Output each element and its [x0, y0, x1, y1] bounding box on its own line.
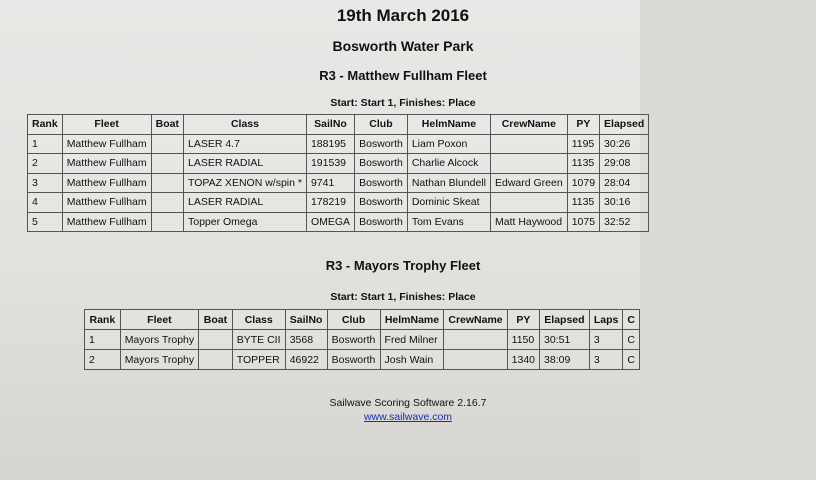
column-header: Fleet — [120, 310, 198, 330]
table-cell: Matthew Fullham — [62, 212, 151, 232]
table-cell: Matthew Fullham — [62, 134, 151, 154]
table-cell — [151, 193, 183, 213]
table-cell: 3 — [589, 350, 623, 370]
column-header: Club — [355, 115, 408, 135]
table-cell: Topper Omega — [183, 212, 306, 232]
fleet2-title: R3 - Mayors Trophy Fleet — [325, 258, 481, 273]
table-cell: 9741 — [306, 173, 354, 193]
table-cell: 3 — [28, 173, 63, 193]
table-cell: 1075 — [567, 212, 599, 232]
table-cell: Matthew Fullham — [62, 173, 151, 193]
table-cell: 2 — [28, 154, 63, 174]
column-header: Fleet — [62, 115, 151, 135]
column-header: SailNo — [285, 310, 327, 330]
table-cell: Nathan Blundell — [407, 173, 490, 193]
column-header: SailNo — [306, 115, 354, 135]
sailwave-link[interactable]: www.sailwave.com — [363, 411, 453, 423]
column-header: PY — [507, 310, 539, 330]
table-cell: Liam Poxon — [407, 134, 490, 154]
fleet1-title: R3 - Matthew Fullham Fleet — [319, 68, 487, 83]
table-cell: TOPPER — [232, 350, 285, 370]
column-header: HelmName — [380, 310, 444, 330]
event-date: 19th March 2016 — [336, 6, 470, 25]
table-cell: C — [623, 350, 640, 370]
table-cell: 1 — [28, 134, 63, 154]
column-header: PY — [567, 115, 599, 135]
table-cell: Tom Evans — [407, 212, 490, 232]
table-cell — [490, 134, 567, 154]
table-cell: OMEGA — [306, 212, 354, 232]
table-cell: C — [623, 330, 640, 350]
fleet1-start-info: Start: Start 1, Finishes: Place — [330, 97, 476, 109]
table-header-row — [28, 115, 649, 135]
fleet2-results-table — [84, 309, 640, 370]
column-header: Elapsed — [600, 115, 649, 135]
table-cell: Bosworth — [355, 154, 408, 174]
table-cell: 3568 — [285, 330, 327, 350]
table-cell: 46922 — [285, 350, 327, 370]
table-cell: 29:08 — [600, 154, 649, 174]
column-header: Club — [327, 310, 380, 330]
table-cell: 28:04 — [600, 173, 649, 193]
table-cell: 5 — [28, 212, 63, 232]
fleet2-start-info: Start: Start 1, Finishes: Place — [330, 291, 476, 303]
table-cell — [444, 350, 507, 370]
table-cell: 1150 — [507, 330, 539, 350]
table-cell: TOPAZ XENON w/spin * — [183, 173, 306, 193]
table-cell: Bosworth — [355, 212, 408, 232]
venue-title: Bosworth Water Park — [332, 38, 474, 54]
table-header-row — [85, 310, 640, 330]
table-cell: 1340 — [507, 350, 539, 370]
table-cell: LASER 4.7 — [183, 134, 306, 154]
column-header: Laps — [589, 310, 623, 330]
table-row — [28, 193, 649, 213]
column-header: Class — [183, 115, 306, 135]
table-cell: Bosworth — [355, 134, 408, 154]
table-cell: Charlie Alcock — [407, 154, 490, 174]
table-cell: LASER RADIAL — [183, 154, 306, 174]
table-cell: Matthew Fullham — [62, 154, 151, 174]
table-row — [28, 154, 649, 174]
table-cell: 1135 — [567, 193, 599, 213]
table-cell — [199, 350, 233, 370]
table-cell: 4 — [28, 193, 63, 213]
table-cell: 3 — [589, 330, 623, 350]
table-cell: Bosworth — [355, 173, 408, 193]
table-cell: Bosworth — [327, 350, 380, 370]
table-cell: LASER RADIAL — [183, 193, 306, 213]
column-header: HelmName — [407, 115, 490, 135]
table-cell: 178219 — [306, 193, 354, 213]
table-row — [28, 212, 649, 232]
table-cell: 38:09 — [540, 350, 590, 370]
column-header: Class — [232, 310, 285, 330]
column-header: Rank — [28, 115, 63, 135]
table-cell: BYTE CII — [232, 330, 285, 350]
table-cell: Edward Green — [490, 173, 567, 193]
column-header: Boat — [199, 310, 233, 330]
column-header: Elapsed — [540, 310, 590, 330]
column-header: CrewName — [490, 115, 567, 135]
table-cell: 1079 — [567, 173, 599, 193]
table-cell — [444, 330, 507, 350]
table-cell: Bosworth — [355, 193, 408, 213]
table-cell: Matthew Fullham — [62, 193, 151, 213]
table-cell: 1195 — [567, 134, 599, 154]
column-header: CrewName — [444, 310, 507, 330]
table-cell: 32:52 — [600, 212, 649, 232]
table-cell: 30:16 — [600, 193, 649, 213]
software-credit: Sailwave Scoring Software 2.16.7 — [329, 397, 487, 409]
column-header: C — [623, 310, 640, 330]
table-cell: Matt Haywood — [490, 212, 567, 232]
table-cell: 30:51 — [540, 330, 590, 350]
table-cell — [490, 154, 567, 174]
table-cell: Bosworth — [327, 330, 380, 350]
table-cell — [151, 212, 183, 232]
table-cell: 30:26 — [600, 134, 649, 154]
column-header: Rank — [85, 310, 121, 330]
table-cell: 188195 — [306, 134, 354, 154]
fleet1-results-table — [27, 114, 649, 232]
table-cell: Fred Milner — [380, 330, 444, 350]
table-cell — [490, 193, 567, 213]
table-cell: Josh Wain — [380, 350, 444, 370]
table-cell: 1 — [85, 330, 121, 350]
table-row — [85, 330, 640, 350]
table-cell — [199, 330, 233, 350]
table-cell: Mayors Trophy — [120, 350, 198, 370]
table-cell: Dominic Skeat — [407, 193, 490, 213]
table-row — [28, 173, 649, 193]
table-cell: 1135 — [567, 154, 599, 174]
table-cell: Mayors Trophy — [120, 330, 198, 350]
table-cell — [151, 173, 183, 193]
table-cell — [151, 134, 183, 154]
table-row — [85, 350, 640, 370]
table-cell: 191539 — [306, 154, 354, 174]
table-cell — [151, 154, 183, 174]
column-header: Boat — [151, 115, 183, 135]
table-cell: 2 — [85, 350, 121, 370]
table-row — [28, 134, 649, 154]
